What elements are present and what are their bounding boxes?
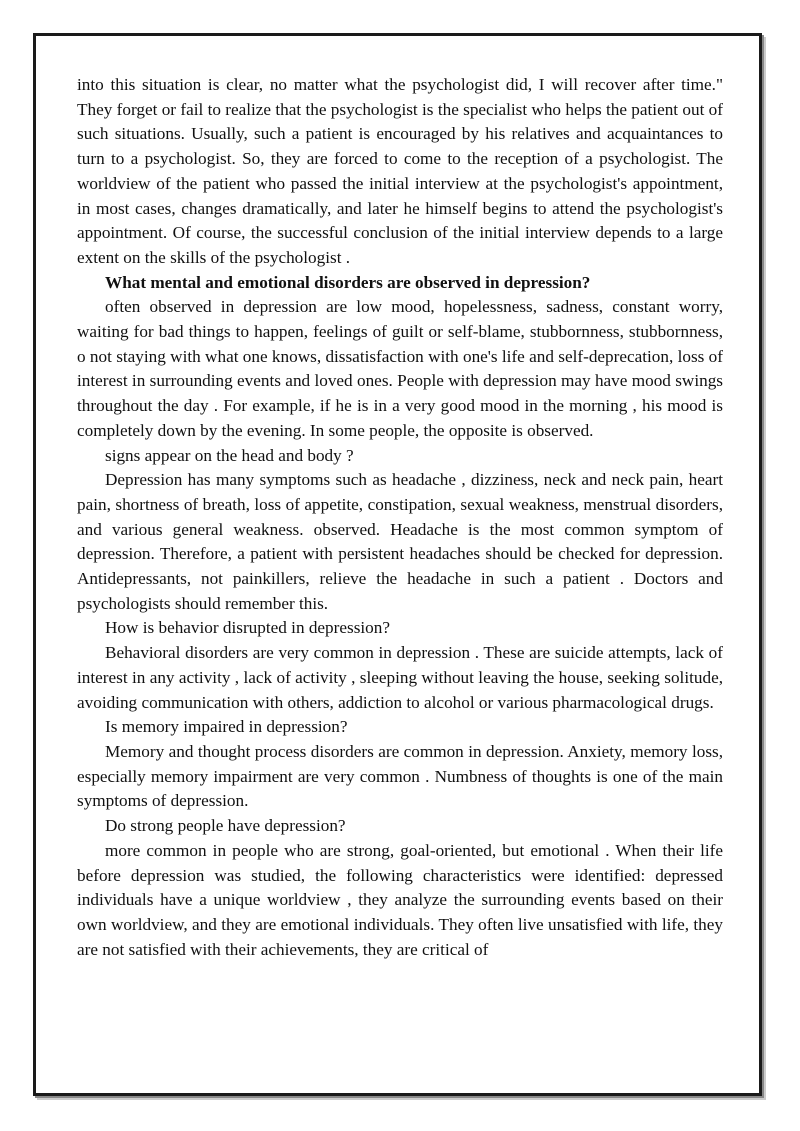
document-body — [77, 73, 723, 962]
paragraph: often observed in depression are low mood, hopelessness, sadness, constant worry, waiting for bad things to happen, feelings of guilt or self-blame, stubbornness, stubbornness, o not staying with what one knows, dissatisfaction with one's life and self-deprecation, loss of interest in surrounding events and loved ones. People with depression may have mood swings throughout the day . For example, if he is in a very good mood in the morning , his mood is completely down by the evening. In some people, the opposite is observed. — [77, 297, 723, 440]
question-line: signs appear on the head and body ? — [105, 445, 354, 465]
paragraph-continuation: into this situation is clear, no matter what the psychologist did, I will recover after time." They forget or fail to realize that the psychologist is the specialist who helps the patient out of such situations. Usually, such a patient is encouraged by his relatives and acquaintances to turn to a psychologist. So, they are forced to come to the reception of a psychologist. The worldview of the patient who passed the initial interview at the psychologist's appointment, in most cases, changes dramatically, and later he himself begins to attend the psychologist's appointment. Of course, the successful conclusion of the initial interview depends to a large extent on the skills of the psychologist . — [77, 75, 723, 267]
paragraph: Depression has many symptoms such as headache , dizziness, neck and neck pain, heart pain, shortness of breath, loss of appetite, constipation, sexual weakness, menstrual disorders, and various general weakness. observed. Headache is the most common symptom of depression. Therefore, a patient with persistent headaches should be checked for depression. Antidepressants, not painkillers, relieve the headache in such a patient . Doctors and psychologists should remember this. — [77, 470, 723, 613]
paragraph: more common in people who are strong, goal-oriented, but emotional . When their life before depression was studied, the following characteristics were identified: depressed individuals have a unique worldview , they analyze the surrounding events based on their own worldview, and they are emotional individuals. They often live unsatisfied with life, they are not satisfied with their achievements, they are critical of — [77, 840, 723, 959]
paragraph: Memory and thought process disorders are common in depression. Anxiety, memory loss, especially memory impairment are very common . Numbness of thoughts is one of the main symptoms of depression. — [77, 741, 723, 811]
section-heading: What mental and emotional disorders are observed in depression? — [105, 272, 591, 292]
question-line: Do strong people have depression? — [105, 816, 346, 836]
question-line: Is memory impaired in depression? — [105, 717, 348, 737]
question-line: How is behavior disrupted in depression? — [105, 618, 390, 638]
paragraph: Behavioral disorders are very common in depression . These are suicide attempts, lack of interest in any activity , lack of activity , sleeping without leaving the house, seeking solitude, avoiding communication with others, addiction to alcohol or various pharmacological drugs. — [77, 643, 723, 712]
